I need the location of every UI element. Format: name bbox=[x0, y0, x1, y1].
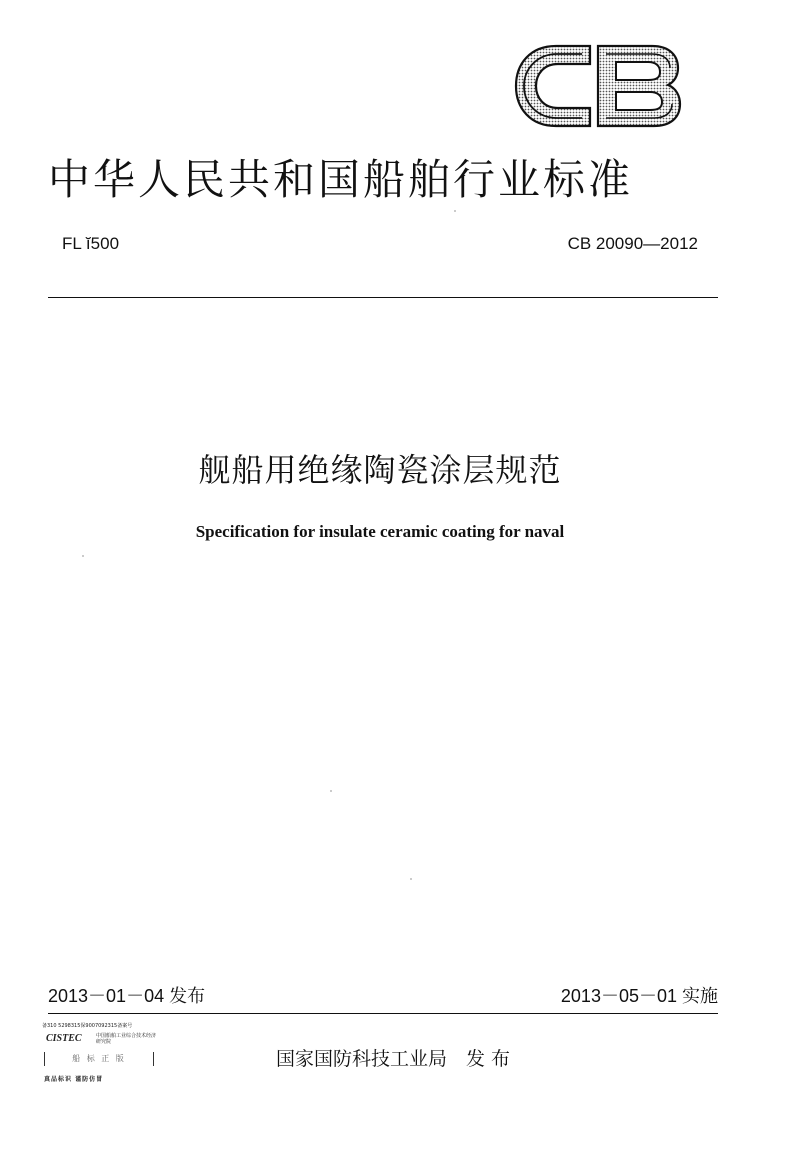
header-divider bbox=[48, 297, 718, 298]
stamp-serial: 备310 5298315保9007092315备案号 bbox=[42, 1023, 133, 1029]
scan-speck bbox=[410, 878, 412, 880]
document-title-cn: 舰船用绝缘陶瓷涂层规范 bbox=[198, 451, 562, 489]
stamp-brand: CISTEC bbox=[46, 1033, 82, 1044]
stamp-box: 船 标 正 版 bbox=[44, 1052, 154, 1066]
cb-logo bbox=[512, 42, 684, 130]
standard-number: CB 20090—2012 bbox=[567, 234, 698, 253]
authenticity-stamp bbox=[36, 1022, 156, 1092]
stamp-org: 中国船舶工业综合技术经济研究院 bbox=[96, 1033, 157, 1045]
scan-speck bbox=[82, 555, 84, 557]
document-title-en: Specification for insulate ceramic coating for naval bbox=[195, 522, 565, 541]
issue-date: 2013－01－04 发布 bbox=[48, 986, 206, 1006]
scan-speck bbox=[454, 210, 456, 212]
stamp-caption: 真品标识 谨防仿冒 bbox=[44, 1076, 104, 1083]
scan-speck bbox=[330, 790, 332, 792]
publisher: 国家国防科技工业局 发 布 bbox=[276, 1048, 511, 1070]
footer-divider bbox=[48, 1013, 718, 1014]
standard-title: 中华人民共和国船舶行业标准 bbox=[48, 155, 634, 204]
implementation-date: 2013－05－01 实施 bbox=[560, 986, 718, 1006]
classification-code: FL ĭ500 bbox=[62, 234, 120, 253]
